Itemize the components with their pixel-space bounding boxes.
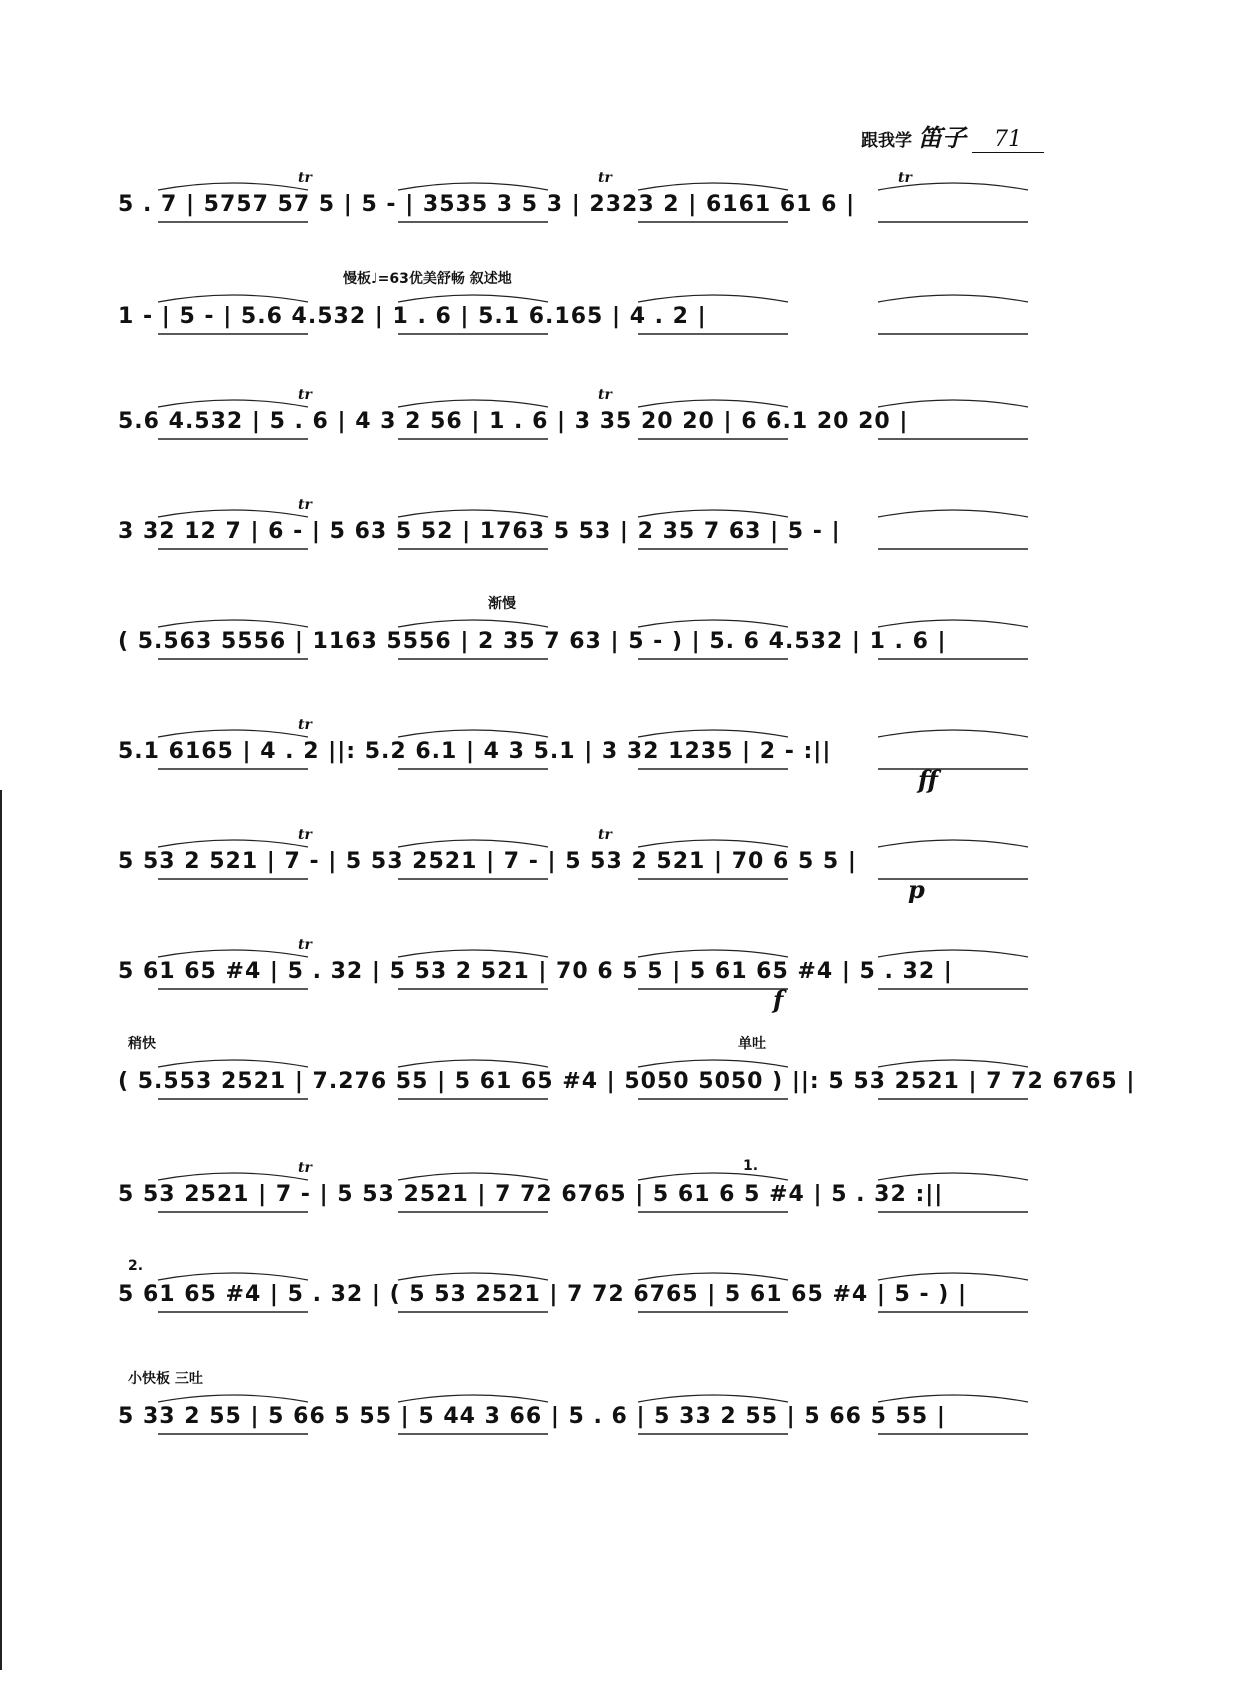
tempo-marking: 慢板♩=63优美舒畅 叙述地 (343, 271, 512, 287)
slur-arc (638, 1395, 788, 1402)
notation-text: ( 5.553 2521 | 7.276 55 | 5 61 65 #4 | 5050 5050 ) ||: 5 53 2521 | 7 72 6765 | (118, 1069, 1136, 1094)
slur-arc (878, 730, 1028, 737)
slur-arc (638, 400, 788, 407)
score-line (118, 596, 1158, 675)
score-line (118, 1371, 1158, 1450)
volta-bracket-label: 1. (743, 1158, 759, 1174)
book-series-title: 跟我学 (861, 131, 912, 151)
slur-arc (638, 620, 788, 627)
slur-arc (398, 295, 548, 302)
trill-mark: tr (298, 497, 312, 513)
trill-mark: tr (298, 717, 312, 733)
slur-arc (638, 510, 788, 517)
slur-arc (398, 400, 548, 407)
trill-mark: tr (298, 1160, 312, 1176)
notation-text: 5 61 65 #4 | 5 . 32 | 5 53 2 521 | 70 6 5 5 | 5 61 65 #4 | 5 . 32 | (118, 959, 953, 984)
slur-arc (158, 1395, 308, 1402)
slur-arc (398, 183, 548, 190)
slur-arc (158, 730, 308, 737)
page-number: 71 (972, 127, 1044, 153)
slur-arc (158, 510, 308, 517)
notation-text: 5 53 2521 | 7 - | 5 53 2521 | 7 72 6765 | 5 61 6 5 #4 | 5 . 32 :|| (118, 1182, 944, 1207)
trill-mark: tr (298, 827, 312, 843)
slur-arc (878, 510, 1028, 517)
slur-arc (158, 1173, 308, 1180)
slur-arc (158, 400, 308, 407)
slur-arc (158, 1060, 308, 1067)
slur-arc (158, 183, 308, 190)
notation-text: 5 . 7 | 5757 57 5 | 5 - | 3535 3 5 3 | 2323 2 | 6161 61 6 | (118, 192, 856, 217)
trill-mark: tr (598, 827, 612, 843)
slur-arc (638, 840, 788, 847)
score-line (118, 827, 1158, 904)
slur-arc (158, 1273, 308, 1280)
slur-arc (398, 510, 548, 517)
slur-arc (878, 400, 1028, 407)
slur-arc (878, 1273, 1028, 1280)
slur-arc (158, 295, 308, 302)
slur-arc (638, 950, 788, 957)
notation-text: 5.6 4.532 | 5 . 6 | 4 3 2 56 | 1 . 6 | 3 35 20 20 | 6 6.1 20 20 | (118, 409, 909, 434)
slur-arc (398, 840, 548, 847)
scan-edge-line (0, 790, 2, 1670)
trill-mark: tr (298, 937, 312, 953)
slur-arc (158, 620, 308, 627)
notation-text: 5 53 2 521 | 7 - | 5 53 2521 | 7 - | 5 53 2 521 | 70 6 5 5 | (118, 849, 857, 874)
slur-arc (638, 1060, 788, 1067)
slur-arc (398, 950, 548, 957)
tempo-marking: 稍快 (128, 1036, 156, 1052)
slur-arc (398, 730, 548, 737)
slur-arc (878, 1173, 1028, 1180)
trill-mark: tr (598, 387, 612, 403)
score-line (118, 497, 1158, 565)
notation-text: 5 61 65 #4 | 5 . 32 | ( 5 53 2521 | 7 72 6765 | 5 61 65 #4 | 5 - ) | (118, 1282, 968, 1307)
slur-arc (878, 620, 1028, 627)
trill-mark: tr (598, 170, 612, 186)
volta-bracket-label: 2. (128, 1258, 144, 1274)
notation-text: 5.1 6165 | 4 . 2 ||: 5.2 6.1 | 4 3 5.1 | 3 32 1235 | 2 - :|| (118, 739, 832, 764)
slur-arc (638, 295, 788, 302)
slur-arc (638, 1273, 788, 1280)
trill-mark: tr (898, 170, 912, 186)
score-line (118, 937, 1158, 1014)
dynamic-mark: ff (918, 765, 938, 794)
notation-text: ( 5.563 5556 | 1163 5556 | 2 35 7 63 | 5 - ) | 5. 6 4.532 | 1 . 6 | (118, 629, 947, 654)
slur-arc (878, 295, 1028, 302)
notation-text: 3 32 12 7 | 6 - | 5 63 5 52 | 1763 5 53 | 2 35 7 63 | 5 - | (118, 519, 841, 544)
slur-arc (638, 183, 788, 190)
tempo-marking: 小快板 三吐 (128, 1371, 203, 1387)
slur-arc (398, 1273, 548, 1280)
slur-arc (398, 1173, 548, 1180)
notation-text: 1 - | 5 - | 5.6 4.532 | 1 . 6 | 5.1 6.165 | 4 . 2 | (118, 304, 707, 329)
slur-arc (158, 950, 308, 957)
slur-arc (878, 840, 1028, 847)
dynamic-mark: f (773, 985, 784, 1014)
slur-arc (878, 950, 1028, 957)
score-line (118, 387, 1158, 455)
slur-arc (638, 730, 788, 737)
instrument-title: 笛子 (918, 123, 966, 152)
score-line (118, 271, 1158, 350)
trill-mark: tr (298, 387, 312, 403)
slur-arc (638, 1173, 788, 1180)
score-line (118, 1036, 1158, 1115)
trill-mark: tr (298, 170, 312, 186)
tempo-marking: 渐慢 (488, 596, 516, 612)
slur-arc (878, 1395, 1028, 1402)
score-line (118, 170, 1158, 238)
slur-arc (158, 840, 308, 847)
score-line (118, 1158, 1158, 1228)
articulation-marking: 单吐 (738, 1036, 766, 1052)
slur-arc (878, 1060, 1028, 1067)
notation-text: 5 33 2 55 | 5 66 5 55 | 5 44 3 66 | 5 . 6 | 5 33 2 55 | 5 66 5 55 | (118, 1404, 946, 1429)
slur-arc (398, 1395, 548, 1402)
dynamic-mark: p (908, 875, 925, 904)
slur-arc (398, 620, 548, 627)
slur-arc (398, 1060, 548, 1067)
score-line (118, 717, 1158, 794)
score-line (118, 1258, 1158, 1328)
page-header (861, 118, 1044, 153)
